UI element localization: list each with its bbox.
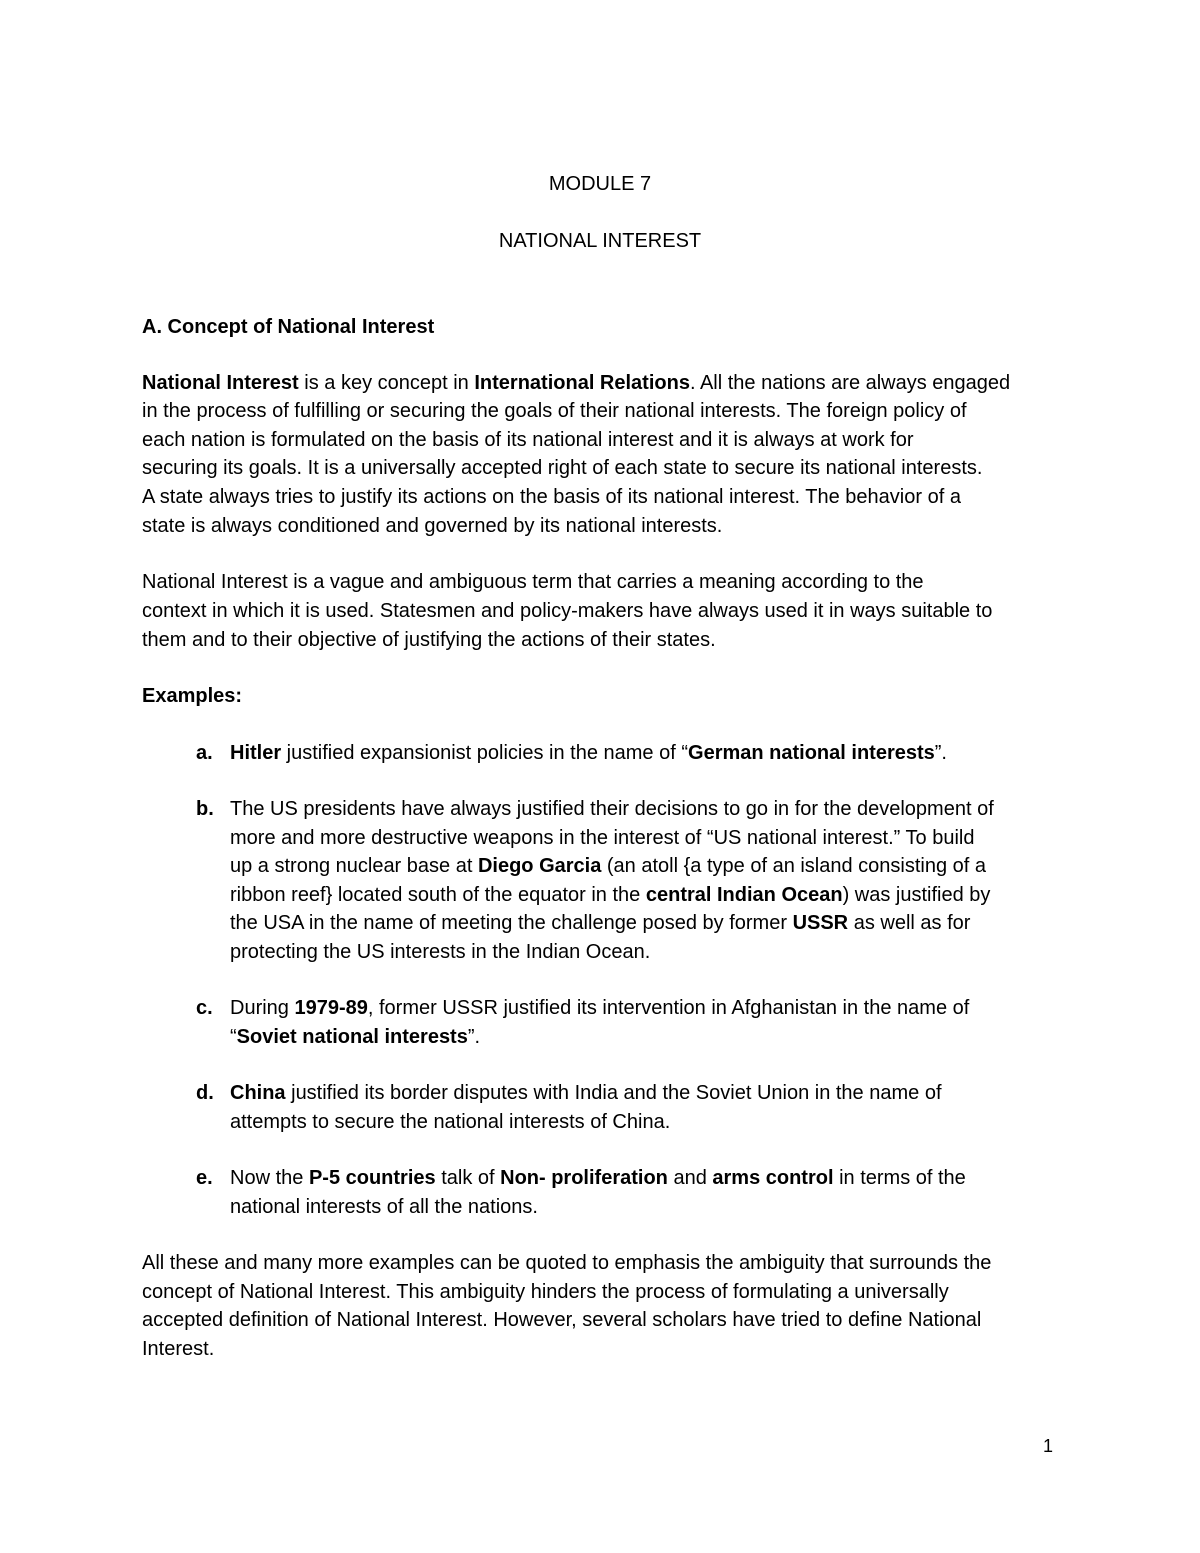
list-marker: e. xyxy=(196,1167,213,1189)
list-item-line: more and more destructive weapons in the interest of “US national interest.” To build xyxy=(230,827,975,849)
paragraph-line: Interest. xyxy=(142,1338,215,1360)
paragraph-line: state is always conditioned and governed by its national interests. xyxy=(142,515,723,537)
paragraph-line: All these and many more examples can be quoted to emphasis the ambiguity that surrounds the xyxy=(142,1252,992,1274)
list-marker: b. xyxy=(196,798,214,820)
list-item-line: China justified its border disputes with India and the Soviet Union in the name of xyxy=(230,1082,942,1104)
list-marker: a. xyxy=(196,742,213,764)
paragraph-line: in the process of fulfilling or securing the goals of their national interests. The foreign policy of xyxy=(142,400,967,422)
paragraph-line: A state always tries to justify its actions on the basis of its national interest. The behavior of a xyxy=(142,486,961,508)
list-item-line: Now the P-5 countries talk of Non- proliferation and arms control in terms of the xyxy=(230,1167,966,1189)
section-heading: A. Concept of National Interest xyxy=(142,316,435,338)
examples-heading: Examples: xyxy=(142,685,243,707)
paragraph-line: securing its goals. It is a universally accepted right of each state to secure its national interests. xyxy=(142,457,983,479)
list-item-line: During 1979-89, former USSR justified its intervention in Afghanistan in the name of xyxy=(230,997,970,1019)
list-item-line: the USA in the name of meeting the challenge posed by former USSR as well as for xyxy=(230,912,971,934)
list-item-line: The US presidents have always justified their decisions to go in for the development of xyxy=(230,798,994,820)
list-item-line: up a strong nuclear base at Diego Garcia (an atoll {a type of an island consisting of a xyxy=(230,855,987,877)
paragraph-line: them and to their objective of justifying the actions of their states. xyxy=(142,629,716,651)
list-item-line: ribbon reef} located south of the equator in the central Indian Ocean) was justified by xyxy=(230,884,991,906)
list-item-line: attempts to secure the national interests of China. xyxy=(230,1111,671,1133)
list-item-line: “Soviet national interests”. xyxy=(230,1026,481,1048)
paragraph-line: each nation is formulated on the basis of its national interest and it is always at work for xyxy=(142,429,914,451)
module-label: MODULE 7 xyxy=(548,173,652,195)
paragraph-line: National Interest is a vague and ambiguous term that carries a meaning according to the xyxy=(142,571,924,593)
list-marker: c. xyxy=(196,997,213,1019)
page-title: NATIONAL INTEREST xyxy=(498,230,702,252)
list-item-line: national interests of all the nations. xyxy=(230,1196,538,1218)
page-number: 1 xyxy=(1043,1436,1054,1456)
list-marker: d. xyxy=(196,1082,214,1104)
paragraph-line: National Interest is a key concept in International Relations. All the nations are always engaged xyxy=(142,372,1011,394)
paragraph-line: context in which it is used. Statesmen and policy-makers have always used it in ways suitable to xyxy=(142,600,993,622)
paragraph-line: accepted definition of National Interest. However, several scholars have tried to define National xyxy=(142,1309,982,1331)
paragraph-line: concept of National Interest. This ambiguity hinders the process of formulating a universally xyxy=(142,1281,949,1303)
list-item-line: protecting the US interests in the Indian Ocean. xyxy=(230,941,651,963)
list-item-line: Hitler justified expansionist policies in the name of “German national interests”. xyxy=(230,742,947,764)
